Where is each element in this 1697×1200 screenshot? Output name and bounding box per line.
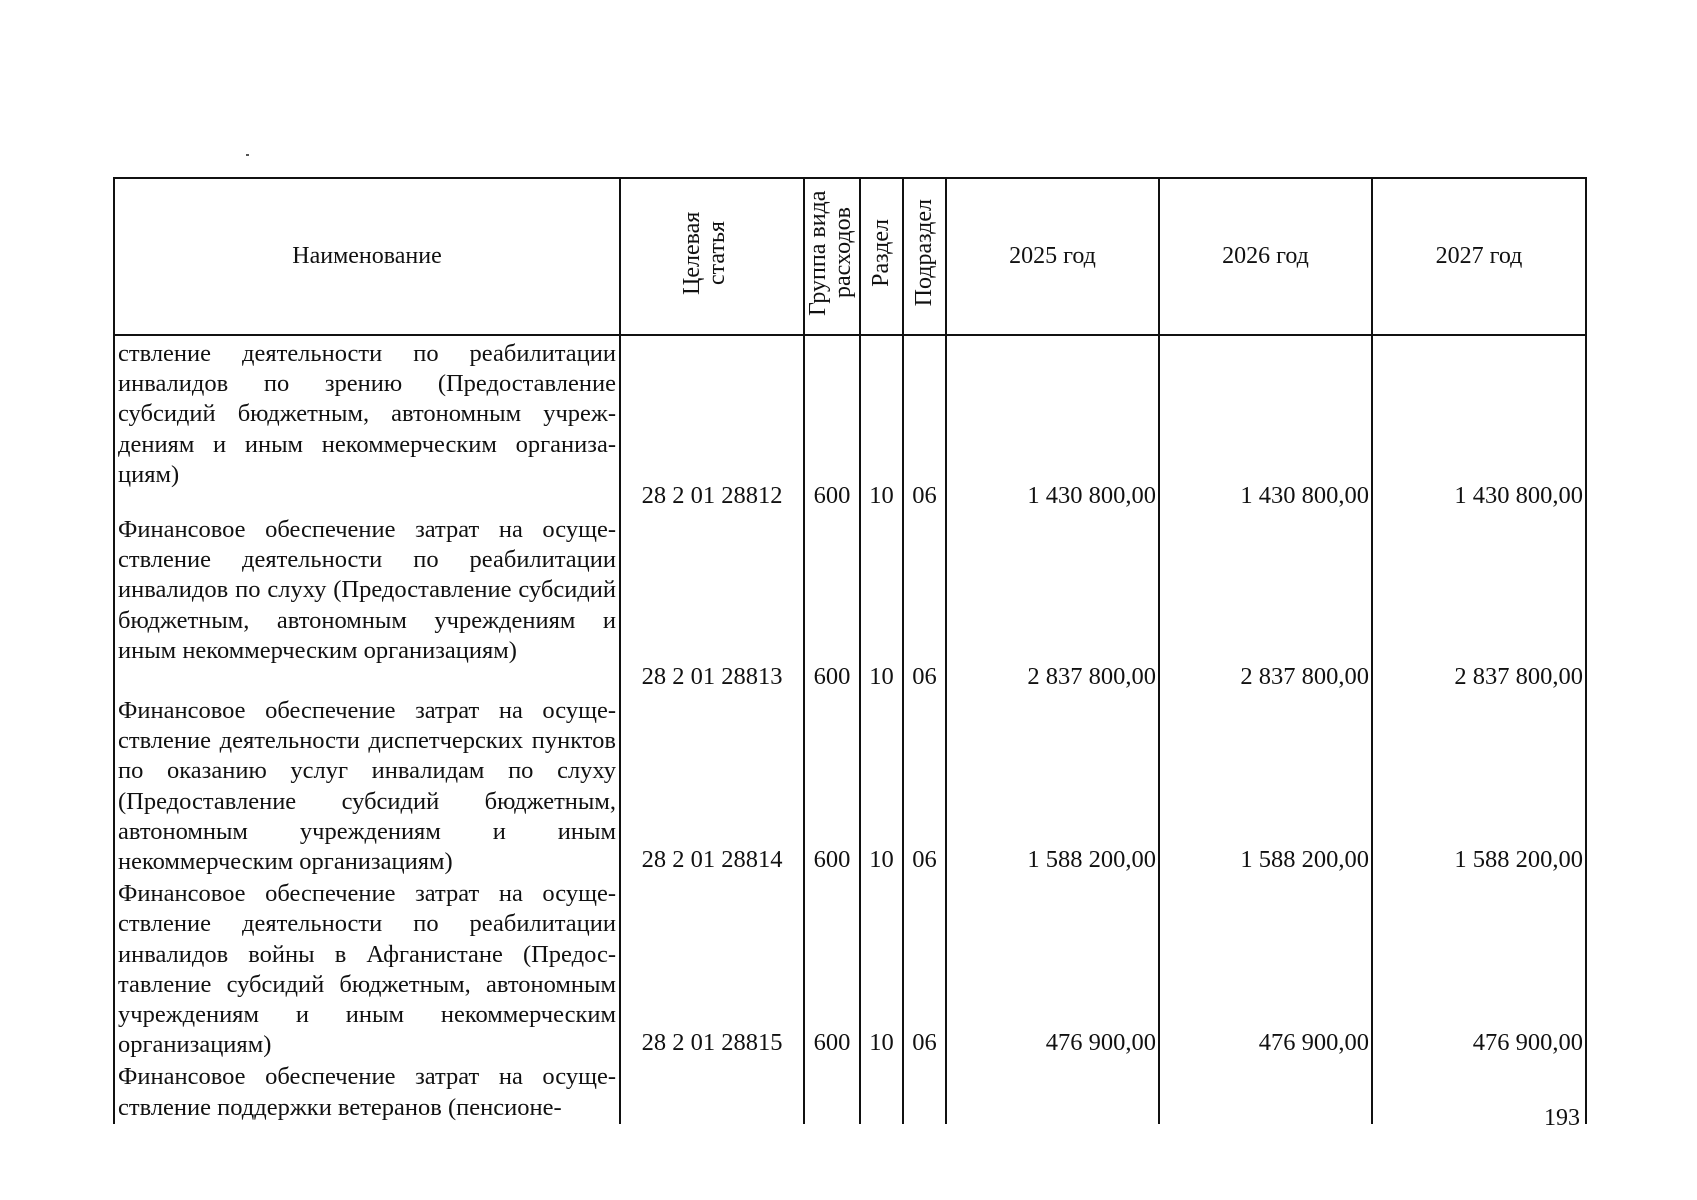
header-section [860, 178, 903, 335]
row-expense-group-cell: 600 [804, 335, 860, 513]
header-target-article-label: Целевая статья [679, 211, 731, 295]
header-year-2026-label: 2026 год [1222, 243, 1309, 269]
row-amount-2025-cell: 2 837 800,00 [946, 513, 1159, 694]
header-subsection [903, 178, 946, 335]
header-year-2026 [1159, 178, 1372, 335]
header-name-label: Наименование [292, 243, 442, 269]
row-section-cell: 10 [860, 694, 903, 877]
row-amount-2025-cell: 1 588 200,00 [946, 694, 1159, 877]
row-amount-2025-cell [946, 1060, 1159, 1124]
row-expense-group-cell [804, 1060, 860, 1124]
row-subsection-cell [903, 1060, 946, 1124]
row-subsection-cell: 06 [903, 877, 946, 1060]
row-expense-group-cell: 600 [804, 513, 860, 694]
row-amount-2025-cell: 1 430 800,00 [946, 335, 1159, 513]
header-expense-group-label: Группа вида расходов [805, 190, 857, 316]
row-amount-2026-cell [1159, 1060, 1372, 1124]
row-target-article-cell: 28 2 01 28813 [620, 513, 804, 694]
row-expense-group-cell: 600 [804, 694, 860, 877]
row-target-article-cell: 28 2 01 28814 [620, 694, 804, 877]
row-amount-2027-cell: 476 900,00 [1372, 877, 1586, 1060]
table-row [114, 1060, 1586, 1124]
row-section-cell: 10 [860, 877, 903, 1060]
row-amount-2026-cell: 2 837 800,00 [1159, 513, 1372, 694]
header-target-article [620, 178, 804, 335]
row-name-cell: Финансовое обеспечение затрат на осуществление деятельности по реабилитации инвалидов войны в Афганистане (Предоставление субсидий бюджетным, автономным учреждениям и иным некоммерческим организациям) [114, 877, 620, 1060]
row-amount-2025-cell: 476 900,00 [946, 877, 1159, 1060]
header-name [114, 178, 620, 335]
row-amount-2027-cell: 2 837 800,00 [1372, 513, 1586, 694]
table-row [114, 694, 1586, 877]
row-section-cell: 10 [860, 335, 903, 513]
row-subsection-cell: 06 [903, 335, 946, 513]
table-header-row [114, 178, 1586, 335]
row-amount-2027-cell: 1 588 200,00 [1372, 694, 1586, 877]
row-name-cell: Финансовое обеспечение затрат на осуществление поддержки ветеранов (пенсионе- [114, 1060, 620, 1124]
table-row [114, 513, 1586, 694]
row-subsection-cell: 06 [903, 694, 946, 877]
row-target-article-cell [620, 1060, 804, 1124]
header-subsection-label: Подраздел [910, 199, 937, 307]
header-year-2027-label: 2027 год [1435, 243, 1523, 269]
header-year-2027 [1372, 178, 1586, 335]
row-name-cell: Финансовое обеспечение затрат на осуществление деятельности диспетчерских пунктов по оказанию услуг инвалидам по слуху (Предоставление субсидий бюджетным, автономным учреждениям и иным некоммерческим организациям) [114, 694, 620, 877]
budget-table [113, 177, 1587, 1124]
scan-speck [246, 154, 249, 156]
row-target-article-cell: 28 2 01 28815 [620, 877, 804, 1060]
table-row [114, 335, 1586, 513]
header-year-2025 [946, 178, 1159, 335]
row-section-cell: 10 [860, 513, 903, 694]
row-name-cell: Финансовое обеспечение затрат на осуществление деятельности по реабилитации инвалидов по слуху (Предоставление субсидий бюджетным, автономным учреждениям и иным некоммерческим организациям) [114, 513, 620, 694]
row-target-article-cell: 28 2 01 28812 [620, 335, 804, 513]
row-expense-group-cell: 600 [804, 877, 860, 1060]
row-amount-2026-cell: 1 588 200,00 [1159, 694, 1372, 877]
header-year-2025-label: 2025 год [1009, 243, 1096, 269]
row-name-cell: ствление деятельности по реабилитации инвалидов по зрению (Предоставление субсидий бюджетным, автономным учреждениям и иным некоммерческим организациям) [114, 335, 620, 513]
header-expense-group [804, 178, 860, 335]
row-section-cell [860, 1060, 903, 1124]
header-section-label: Раздел [867, 219, 894, 287]
row-amount-2026-cell: 476 900,00 [1159, 877, 1372, 1060]
row-amount-2027-cell: 1 430 800,00 [1372, 335, 1586, 513]
row-subsection-cell: 06 [903, 513, 946, 694]
table-row [114, 877, 1586, 1060]
row-amount-2026-cell: 1 430 800,00 [1159, 335, 1372, 513]
page-number: 193 [1544, 1105, 1580, 1131]
